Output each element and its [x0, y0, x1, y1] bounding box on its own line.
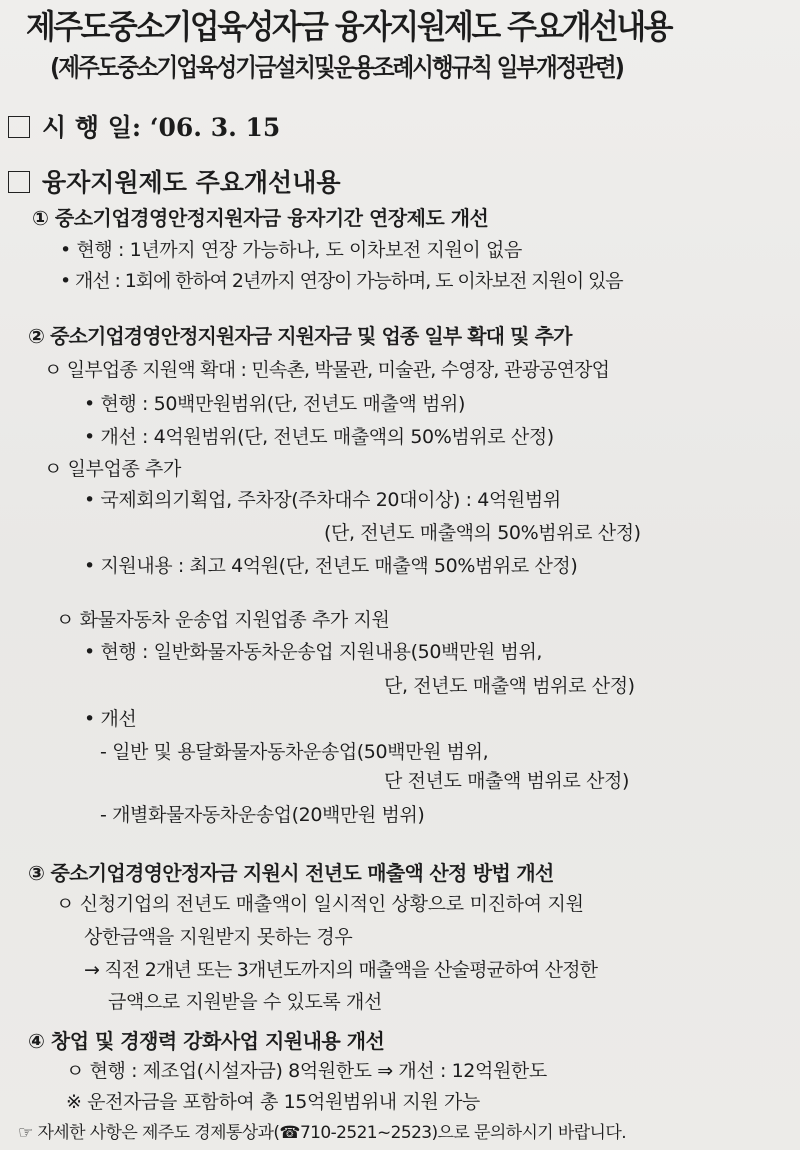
main-heading — [8, 170, 341, 195]
effective-date-label: 시 행 일: — [42, 113, 142, 142]
section-4-line: ※ 운전자금을 포함하여 총 15억원범위내 지원 가능 — [66, 1091, 480, 1113]
section-2-line: ㅇ 일부업종 지원액 확대 : 민속촌, 박물관, 미술관, 수영장, 관광공연장업 — [44, 359, 610, 381]
section-3-line: ㅇ 신청기업의 전년도 매출액이 일시적인 상황으로 미진하여 지원 — [56, 893, 584, 915]
section-2-line: (단, 전년도 매출액의 50%범위로 산정) — [324, 522, 641, 544]
section-title: 중소기업경영안정지원자금 지원자금 및 업종 일부 확대 및 추가 — [50, 324, 572, 348]
contact-footer: ☞ 자세한 사항은 제주도 경제통상과(☎710-2521~2523)으로 문의하시기 바랍니다. — [18, 1123, 627, 1143]
section-2-line: • 개선 — [84, 708, 137, 730]
section-2-line: ㅇ 일부업종 추가 — [44, 458, 181, 480]
section-2-line: • 현행 : 50백만원범위(단, 전년도 매출액 범위) — [84, 393, 465, 415]
section-2-line: ㅇ 화물자동차 운송업 지원업종 추가 지원 — [56, 609, 390, 631]
section-number: ① — [32, 206, 49, 230]
section-2-line: • 지원내용 : 최고 4억원(단, 전년도 매출액 50%범위로 산정) — [84, 555, 578, 577]
main-heading-text: 융자지원제도 주요개선내용 — [42, 168, 341, 197]
section-1-line: • 개선 : 1회에 한하여 2년까지 연장이 가능하며, 도 이차보전 지원이 있음 — [60, 270, 623, 292]
effective-date-heading — [8, 115, 280, 140]
section-2-line: - 개별화물자동차운송업(20백만원 범위) — [100, 804, 425, 826]
section-2-line: 단, 전년도 매출액 범위로 산정) — [384, 675, 635, 697]
section-title: 창업 및 경쟁력 강화사업 지원내용 개선 — [50, 1029, 385, 1053]
section-title: 중소기업경영안정자금 지원시 전년도 매출액 산정 방법 개선 — [50, 861, 554, 885]
section-2-line: • 국제회의기획업, 주차장(주차대수 20대이상) : 4억원범위 — [84, 489, 561, 511]
section-title: 중소기업경영안정지원자금 융자기간 연장제도 개선 — [54, 206, 489, 230]
section-2-line: • 개선 : 4억원범위(단, 전년도 매출액의 50%범위로 산정) — [84, 426, 554, 448]
section-3-heading — [28, 863, 554, 883]
document-subtitle: (제주도중소기업육성기금설치및운용조례시행규칙 일부개정관련) — [50, 53, 623, 82]
section-number: ④ — [28, 1029, 45, 1053]
section-3-line: 금액으로 지원받을 수 있도록 개선 — [108, 991, 382, 1013]
section-2-line: - 일반 및 용달화물자동차운송업(50백만원 범위, — [100, 741, 489, 763]
section-number: ② — [28, 324, 45, 348]
effective-date-value: ‘06. 3. 15 — [149, 113, 281, 142]
section-2-line: 단 전년도 매출액 범위로 산정) — [384, 770, 630, 792]
checkbox-square-icon — [8, 171, 30, 193]
section-4-heading — [28, 1031, 384, 1051]
section-3-line: 상한금액을 지원받지 못하는 경우 — [84, 926, 353, 948]
checkbox-square-icon — [8, 116, 30, 138]
section-4-line: ㅇ 현행 : 제조업(시설자금) 8억원한도 ⇒ 개선 : 12억원한도 — [66, 1060, 547, 1082]
section-1-line: • 현행 : 1년까지 연장 가능하나, 도 이차보전 지원이 없음 — [60, 239, 522, 261]
section-1-heading — [32, 208, 488, 228]
section-2-heading — [28, 326, 572, 346]
section-3-line: → 직전 2개년 또는 3개년도까지의 매출액을 산술평균하여 산정한 — [84, 959, 598, 981]
section-2-line: • 현행 : 일반화물자동차운송업 지원내용(50백만원 범위, — [84, 641, 543, 663]
section-number: ③ — [28, 861, 45, 885]
document-title: 제주도중소기업육성자금 융자지원제도 주요개선내용 — [26, 7, 672, 46]
